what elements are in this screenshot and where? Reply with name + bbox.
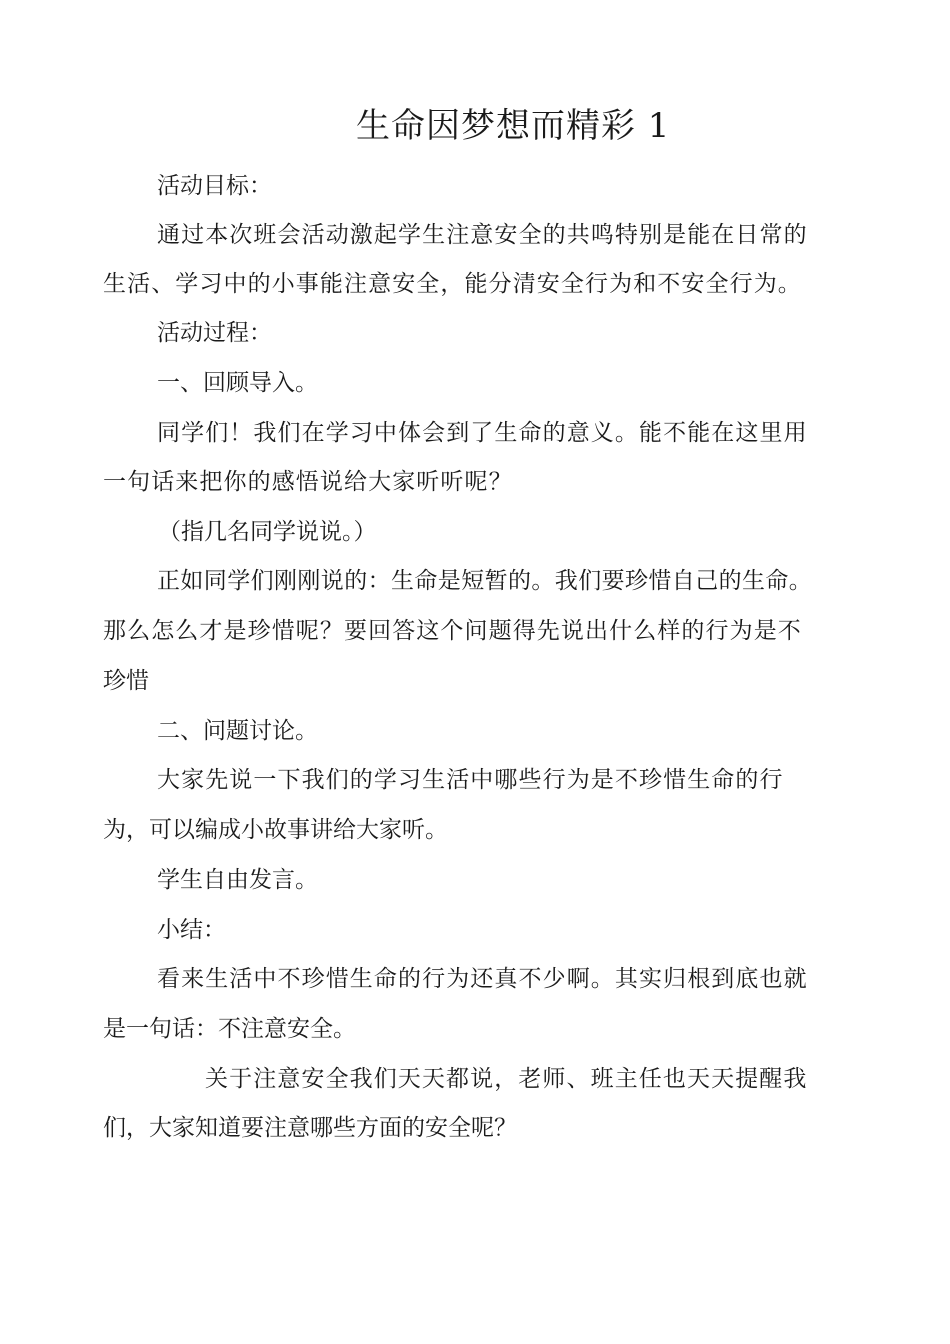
paragraph-line: 们，大家知道要注意哪些方面的安全呢？ bbox=[103, 1115, 517, 1141]
subsection-heading-discussion: 二、问题讨论。 bbox=[157, 718, 318, 744]
paragraph-line: 学生自由发言。 bbox=[157, 867, 318, 893]
subsection-heading-review: 一、回顾导入。 bbox=[157, 370, 318, 396]
document-title: 生命因梦想而精彩 1 bbox=[356, 106, 671, 146]
paragraph-line: 是一句话：不注意安全。 bbox=[103, 1016, 356, 1042]
paragraph-line: 为，可以编成小故事讲给大家听。 bbox=[103, 817, 448, 843]
paragraph-line: 那么怎么才是珍惜呢？要回答这个问题得先说出什么样的行为是不 bbox=[103, 618, 802, 644]
paragraph-line: 正如同学们刚刚说的：生命是短暂的。我们要珍惜自己的生命。 bbox=[157, 568, 813, 594]
paragraph-line: 大家先说一下我们的学习生活中哪些行为是不珍惜生命的行 bbox=[157, 767, 784, 793]
paragraph-line: 生活、学习中的小事能注意安全，能分清安全行为和不安全行为。 bbox=[103, 271, 802, 297]
paragraph-line: 通过本次班会活动激起学生注意安全的共鸣特别是能在日常的 bbox=[157, 222, 808, 248]
paragraph-line: （指几名同学说说。） bbox=[158, 519, 377, 545]
paragraph-line: 看来生活中不珍惜生命的行为还真不少啊。其实归根到底也就 bbox=[157, 966, 808, 992]
paragraph-line: 珍惜 bbox=[103, 668, 149, 694]
section-heading-process: 活动过程： bbox=[157, 320, 272, 346]
paragraph-line: 同学们！我们在学习中体会到了生命的意义。能不能在这里用 bbox=[157, 420, 808, 446]
paragraph-line: 一句话来把你的感悟说给大家听听呢？ bbox=[103, 469, 513, 495]
summary-heading: 小结： bbox=[157, 917, 226, 943]
paragraph-line: 关于注意安全我们天天都说，老师、班主任也天天提醒我 bbox=[205, 1066, 808, 1092]
section-heading-goal: 活动目标： bbox=[157, 173, 272, 199]
